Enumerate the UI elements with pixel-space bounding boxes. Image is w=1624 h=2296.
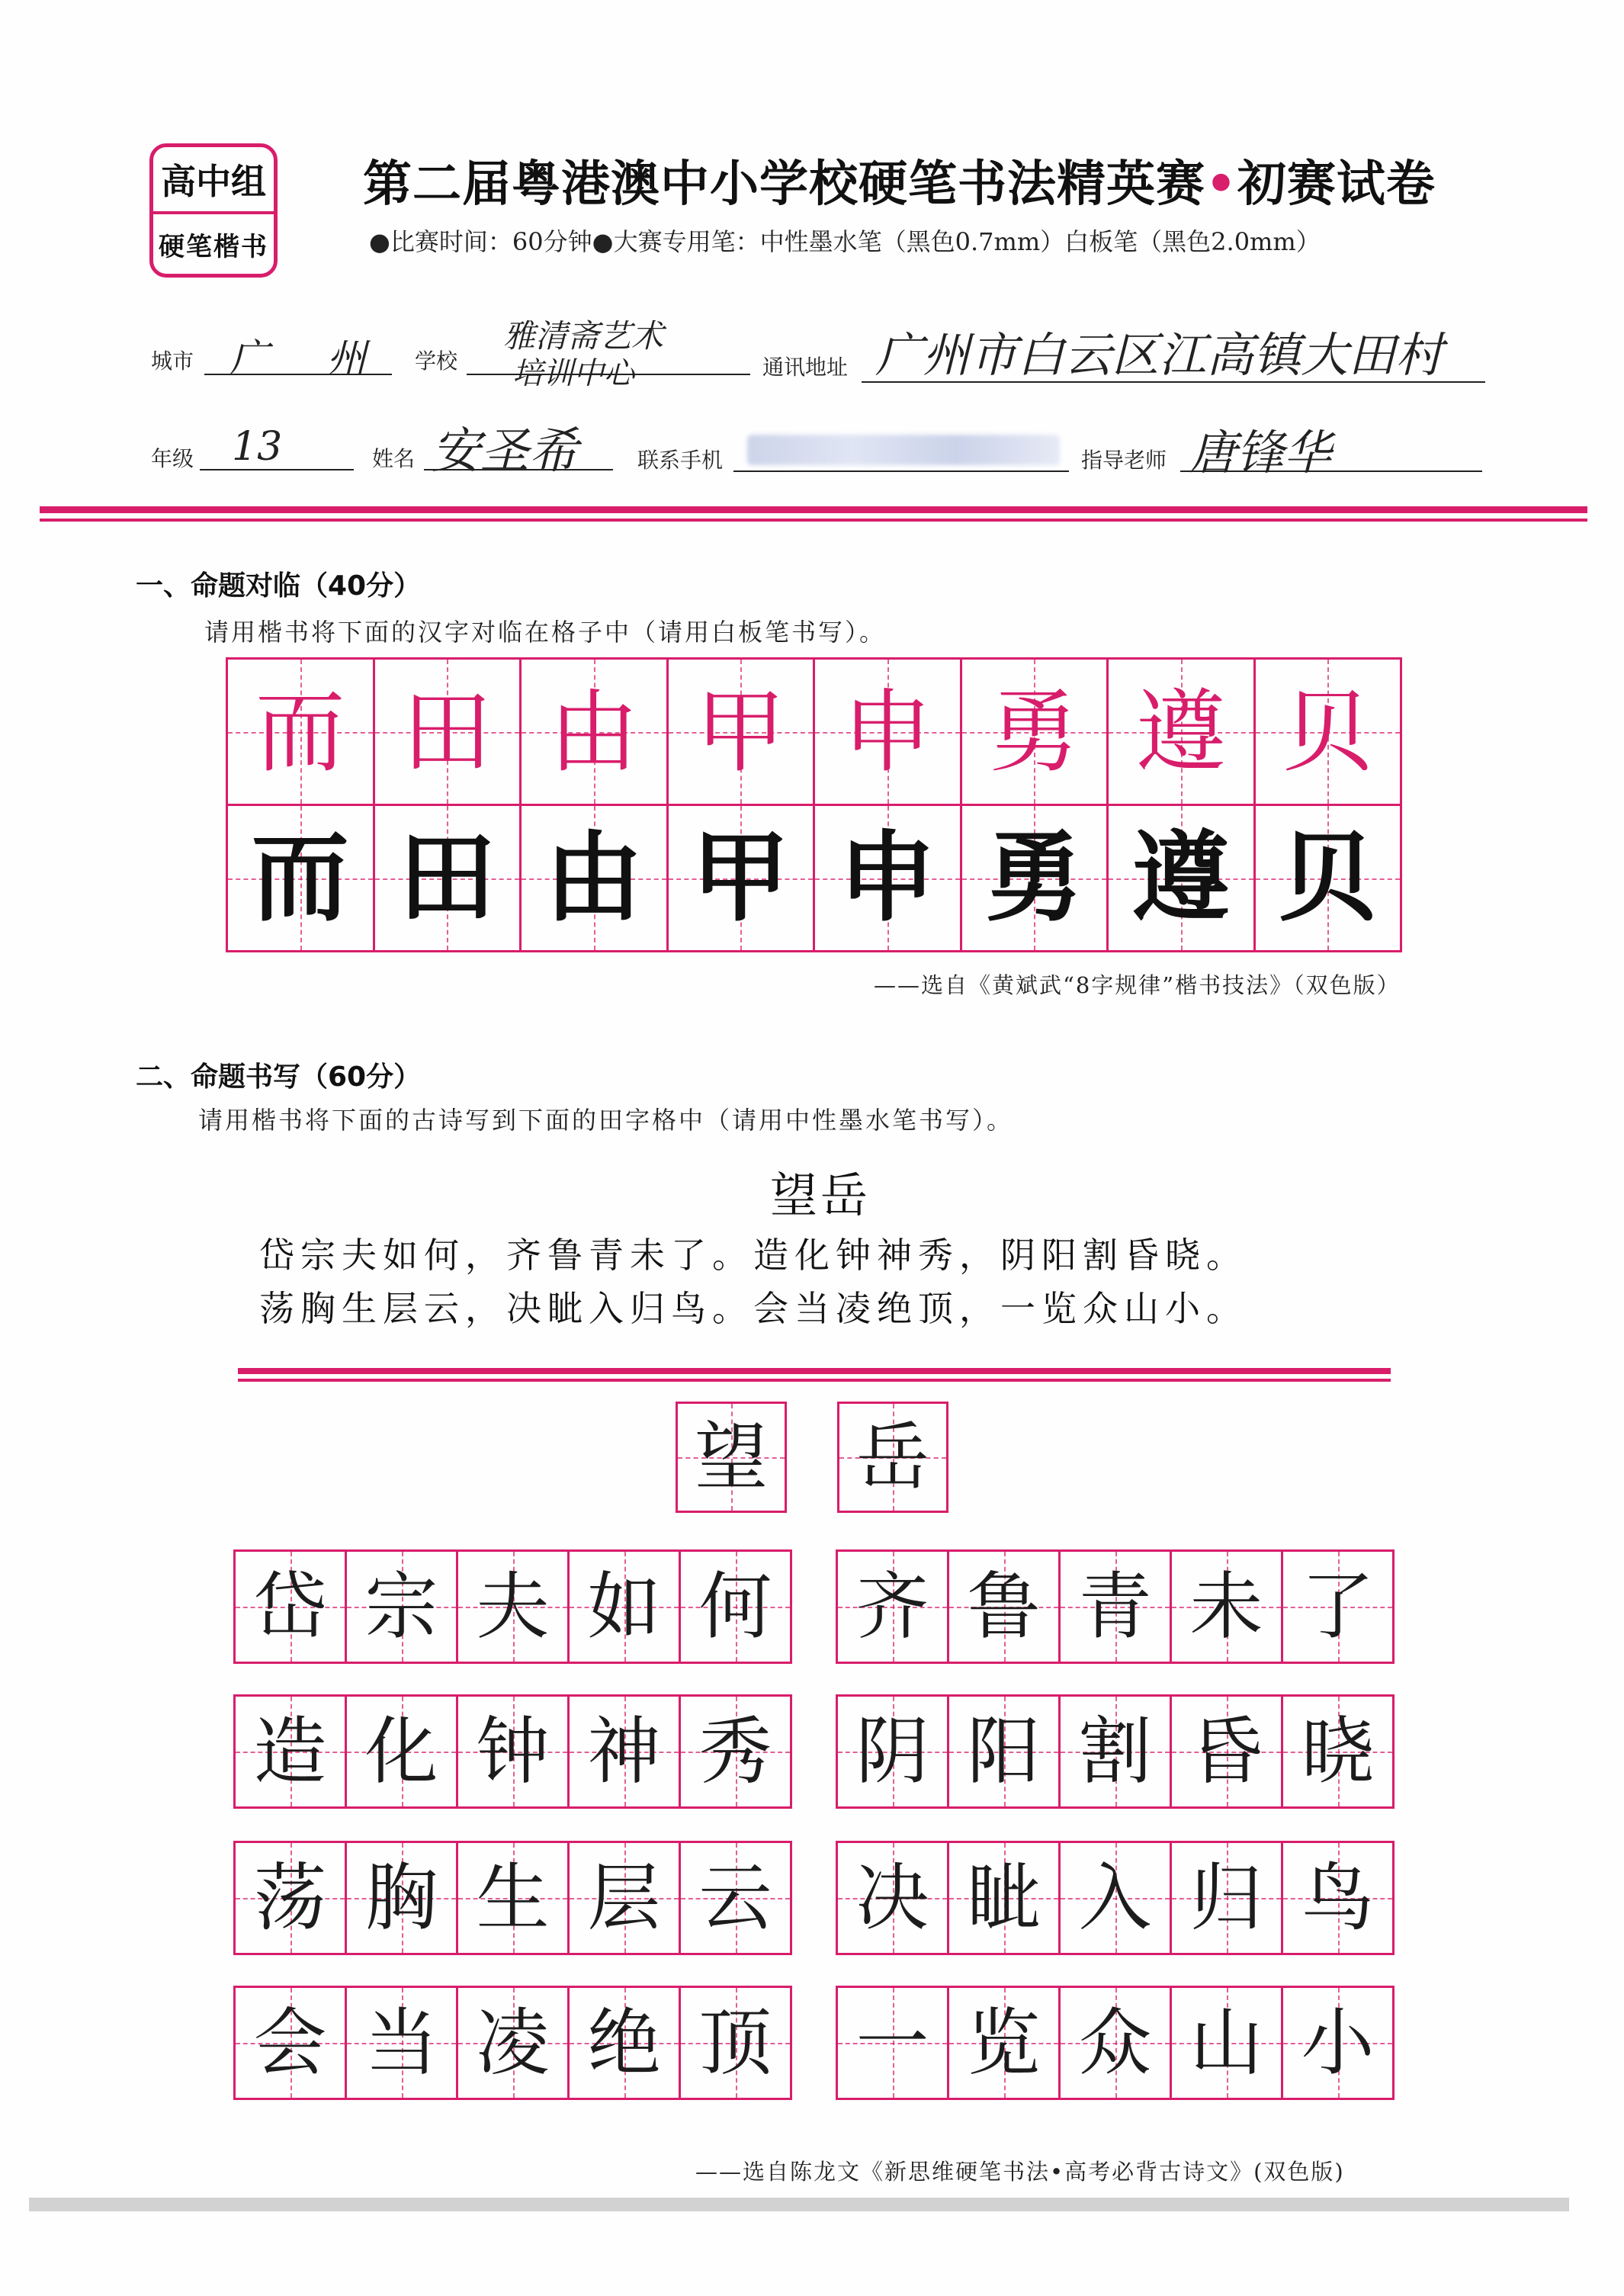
poem-cell-char: 小 — [1301, 2000, 1375, 2086]
poem-cell-char: 阴 — [855, 1709, 929, 1794]
copy-model-cell — [960, 657, 1109, 806]
poem-cell — [456, 1841, 570, 1955]
poem-title-cell-char: 望 — [695, 1415, 768, 1500]
poem-cell — [345, 1841, 458, 1955]
poem-cell — [233, 1986, 347, 2100]
copy-written-cell-char: 遵 — [1131, 820, 1230, 935]
header-divider-thick — [40, 506, 1587, 513]
copy-model-cell-char: 甲 — [695, 679, 786, 785]
copy-written-cell-char: 田 — [398, 820, 496, 935]
poem-cell — [1170, 1986, 1283, 2100]
poem-title: 望岳 — [770, 1167, 871, 1223]
poem-cell — [679, 1694, 792, 1809]
poem-cell — [679, 1841, 792, 1955]
title-tail: 初赛试卷 — [1237, 156, 1436, 213]
poem-cell — [1281, 1986, 1395, 2100]
poem-cell — [456, 1549, 570, 1664]
poem-cell-char: 一 — [855, 2000, 929, 2086]
copy-written-cell — [1106, 804, 1256, 952]
copy-model-cell-char: 而 — [255, 679, 345, 785]
poem-cell — [1170, 1694, 1283, 1809]
section1-credit: ——选自《黄斌武“8字规律”楷书技法》（双色版） — [874, 972, 1401, 998]
copy-written-cell — [666, 804, 816, 952]
poem-divider-thin — [238, 1379, 1391, 1382]
poem-cell — [947, 1841, 1061, 1955]
phone-label: 联系手机 — [637, 448, 724, 473]
poem-cell — [947, 1694, 1061, 1809]
poem-cell — [1058, 1841, 1172, 1955]
poem-cell-char: 当 — [364, 2000, 438, 2086]
poem-cell-char: 绝 — [587, 2000, 661, 2086]
city-value: 广 州 — [229, 336, 390, 382]
poem-cell-char: 神 — [587, 1709, 661, 1794]
copy-model-cell — [1106, 657, 1256, 806]
title-dot: • — [1205, 156, 1237, 213]
poem-cell — [836, 1549, 949, 1664]
poem-cell-char: 顶 — [698, 2000, 772, 2086]
group-badge — [149, 143, 278, 278]
name-value: 安圣希 — [432, 423, 578, 480]
poem-cell — [233, 1841, 347, 1955]
poem-cell-char: 胸 — [364, 1855, 438, 1941]
copy-written-cell-char: 而 — [251, 820, 349, 935]
poem-cell — [1281, 1841, 1395, 1955]
poem-divider-thick — [238, 1368, 1391, 1374]
poem-cell — [836, 1841, 949, 1955]
address-value: 广州市白云区江高镇大田村 — [875, 327, 1443, 383]
poem-cell-char: 割 — [1078, 1709, 1152, 1794]
copy-model-cell — [666, 657, 816, 806]
poem-cell — [1170, 1549, 1283, 1664]
title-main: 第二届粤港澳中小学校硬笔书法精英赛 — [363, 156, 1205, 213]
poem-cell-char: 如 — [587, 1564, 661, 1649]
poem-cell-char: 青 — [1078, 1564, 1152, 1649]
school-label: 学校 — [415, 348, 458, 374]
copy-model-cell-char: 田 — [402, 679, 493, 785]
poem-cell — [567, 1694, 681, 1809]
poem-cell-char: 未 — [1189, 1564, 1263, 1649]
poem-cell-char: 会 — [253, 2000, 327, 2086]
poem-cell — [679, 1986, 792, 2100]
copy-written-cell-char: 贝 — [1279, 820, 1377, 935]
section2-desc: 请用楷书将下面的古诗写到下面的田字格中（请用中性墨水笔书写）。 — [198, 1106, 1014, 1135]
copy-model-cell-char: 由 — [548, 679, 639, 785]
poem-cell-char: 晓 — [1301, 1709, 1375, 1794]
city-label: 城市 — [151, 348, 194, 374]
poem-cell-char: 何 — [698, 1564, 772, 1649]
copy-written-cell — [813, 804, 962, 952]
school-value-line1: 雅清斋艺术 — [503, 317, 664, 355]
poem-cell — [679, 1549, 792, 1664]
copy-model-cell-char: 贝 — [1282, 679, 1373, 785]
pen-info: ●大赛专用笔：中性墨水笔（黑色0.7mm）白板笔（黑色2.0mm） — [592, 227, 1321, 256]
poem-cell-char: 云 — [698, 1855, 772, 1941]
poem-cell — [345, 1694, 458, 1809]
name-label: 姓名 — [372, 446, 416, 471]
poem-cell-char: 归 — [1189, 1855, 1263, 1941]
poem-cell — [567, 1549, 681, 1664]
copy-written-cell — [519, 804, 669, 952]
poem-cell-char: 荡 — [253, 1855, 327, 1941]
poem-cell — [456, 1986, 570, 2100]
poem-cell — [1058, 1549, 1172, 1664]
poem-cell-char: 夫 — [476, 1564, 550, 1649]
poem-cell — [1058, 1694, 1172, 1809]
poem-cell — [1281, 1694, 1395, 1809]
section2-credit: ——选自陈龙文《新思维硬笔书法•高考必背古诗文》(双色版) — [695, 2159, 1345, 2185]
copy-written-cell — [373, 804, 522, 952]
copy-written-cell-char: 由 — [544, 820, 643, 935]
poem-cell-char: 鲁 — [967, 1564, 1041, 1649]
badge-group-label: 高中组 — [153, 147, 274, 214]
copy-written-cell-char: 勇 — [985, 820, 1083, 935]
poem-cell-char: 秀 — [698, 1709, 772, 1794]
school-value-line2: 培训中心 — [512, 356, 634, 391]
section1-desc: 请用楷书将下面的汉字对临在格子中（请用白板笔书写）。 — [204, 618, 887, 647]
poem-title-cell — [837, 1402, 948, 1513]
poem-cell-char: 齐 — [855, 1564, 929, 1649]
poem-cell-char: 凌 — [476, 2000, 550, 2086]
poem-cell-char: 山 — [1189, 2000, 1263, 2086]
poem-title-cell — [676, 1402, 787, 1513]
time-info: ●比赛时间：60分钟 — [369, 227, 592, 256]
poem-cell-char: 生 — [476, 1855, 550, 1941]
poem-cell — [947, 1986, 1061, 2100]
copy-written-cell — [226, 804, 375, 952]
poem-cell-char: 众 — [1078, 2000, 1152, 2086]
poem-cell-char: 钟 — [476, 1709, 550, 1794]
poem-cell — [836, 1986, 949, 2100]
poem-cell — [1058, 1986, 1172, 2100]
copy-written-cell — [1253, 804, 1403, 952]
copy-model-cell — [226, 657, 375, 806]
grade-label: 年级 — [151, 446, 194, 471]
poem-line-2: 荡胸生层云，决眦入归鸟。会当凌绝顶，一览众山小。 — [259, 1288, 1247, 1329]
copy-written-cell-char: 申 — [838, 820, 936, 935]
phone-value-redacted — [747, 435, 1060, 465]
section1-title: 一、命题对临（40分） — [136, 570, 422, 602]
poem-cell — [1170, 1841, 1283, 1955]
poem-cell — [947, 1549, 1061, 1664]
poem-cell — [567, 1841, 681, 1955]
poem-cell — [456, 1694, 570, 1809]
copy-model-cell — [1253, 657, 1403, 806]
contest-info — [369, 223, 1321, 258]
poem-cell-char: 阳 — [967, 1709, 1041, 1794]
copy-model-cell-char: 勇 — [989, 679, 1080, 785]
poem-cell-char: 了 — [1301, 1564, 1375, 1649]
poem-cell-char: 昏 — [1189, 1709, 1263, 1794]
copy-model-cell — [373, 657, 522, 806]
poem-line-1: 岱宗夫如何，齐鲁青未了。造化钟神秀，阴阳割昏晓。 — [259, 1235, 1247, 1276]
phone-field-line — [733, 470, 1069, 472]
poem-cell-char: 造 — [253, 1709, 327, 1794]
poem-cell-char: 决 — [855, 1855, 929, 1941]
poem-title-cell-char: 岳 — [856, 1415, 929, 1500]
copy-written-cell — [960, 804, 1109, 952]
poem-cell — [345, 1549, 458, 1664]
scan-edge-bar — [29, 2198, 1569, 2211]
copy-model-cell-char: 申 — [842, 679, 932, 785]
poem-cell-char: 岱 — [253, 1564, 327, 1649]
copy-model-cell — [519, 657, 669, 806]
poem-cell — [233, 1549, 347, 1664]
poem-cell-char: 入 — [1078, 1855, 1152, 1941]
poem-cell — [836, 1694, 949, 1809]
poem-cell-char: 宗 — [364, 1564, 438, 1649]
teacher-label: 指导老师 — [1081, 448, 1167, 473]
poem-cell — [567, 1986, 681, 2100]
poem-cell-char: 览 — [967, 2000, 1041, 2086]
copy-written-cell-char: 甲 — [692, 820, 790, 935]
poem-cell — [345, 1986, 458, 2100]
teacher-value: 唐锋华 — [1189, 425, 1332, 480]
section2-title: 二、命题书写（60分） — [136, 1061, 422, 1093]
poem-cell — [1281, 1549, 1395, 1664]
poem-cell-char: 化 — [364, 1709, 438, 1794]
badge-category-label: 硬笔楷书 — [159, 231, 268, 262]
copy-model-cell-char: 遵 — [1135, 679, 1226, 785]
poem-cell-char: 鸟 — [1301, 1855, 1375, 1941]
address-label: 通讯地址 — [762, 355, 849, 380]
copy-model-cell — [813, 657, 962, 806]
poem-cell-char: 眦 — [967, 1855, 1041, 1941]
poem-cell-char: 层 — [587, 1855, 661, 1941]
grade-value: 13 — [232, 424, 283, 470]
page-title — [363, 145, 1436, 215]
header-divider-thin — [40, 519, 1587, 522]
poem-cell — [233, 1694, 347, 1809]
